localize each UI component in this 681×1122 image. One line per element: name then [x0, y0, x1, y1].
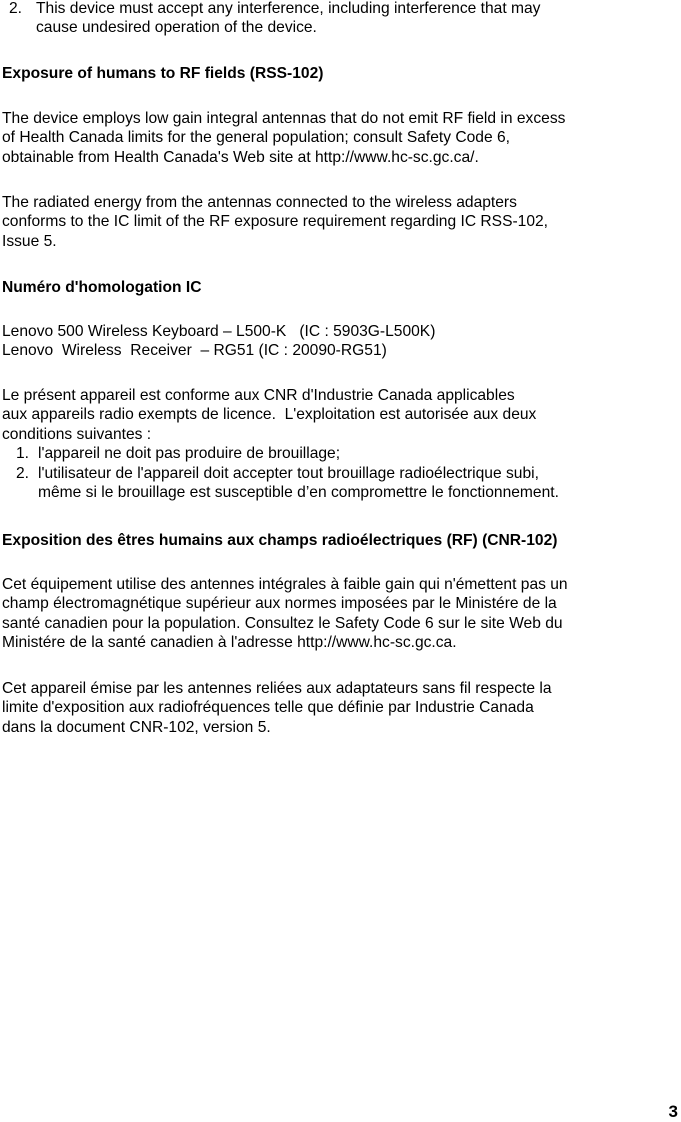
paragraph-line: limite d'exposition aux radiofréquences telle que définie par Industrie Canada [2, 699, 534, 716]
list-item-text: l'utilisateur de l'appareil doit accepter tout brouillage radioélectrique subi, [38, 465, 539, 482]
list-number: 2. [9, 0, 23, 17]
paragraph-line: conditions suivantes : [2, 426, 152, 443]
paragraph-line: Cet équipement utilise des antennes intégrales à faible gain qui n'émettent pas un [2, 576, 568, 593]
section-heading-exposition: Exposition des êtres humains aux champs radioélectriques (RF) (CNR-102) [2, 532, 558, 549]
paragraph-line: dans la document CNR-102, version 5. [2, 719, 271, 736]
list-item-continuation: cause undesired operation of the device. [36, 19, 317, 36]
paragraph-line: obtainable from Health Canada's Web site at http://www.hc-sc.gc.ca/. [2, 149, 479, 166]
paragraph-line: Le présent appareil est conforme aux CNR d'Industrie Canada applicables [2, 387, 515, 404]
list-item [2, 444, 340, 463]
paragraph-line: Issue 5. [2, 233, 57, 250]
list-number: 2. [16, 465, 30, 482]
list-item-continuation: même si le brouillage est susceptible d’en compromettre le fonctionnement. [38, 484, 559, 501]
paragraph-line: aux appareils radio exempts de licence. L'exploitation est autorisée aux deux [2, 406, 537, 423]
section-heading-homologation: Numéro d'homologation IC [2, 279, 202, 296]
list-item [2, 0, 540, 18]
paragraph-line: The device employs low gain integral antennas that do not emit RF field in excess [2, 110, 566, 127]
page-number: 3 [668, 1102, 678, 1121]
list-item-text: This device must accept any interference, including interference that may [36, 0, 541, 17]
list-item-text: l'appareil ne doit pas produire de brouillage; [38, 445, 341, 462]
device-entry: Lenovo Wireless Receiver – RG51 (IC : 20090-RG51) [2, 342, 387, 359]
paragraph-line: conforms to the IC limit of the RF exposure requirement regarding IC RSS-102, [2, 213, 549, 230]
paragraph-line: of Health Canada limits for the general population; consult Safety Code 6, [2, 129, 510, 146]
list-item [2, 464, 539, 483]
paragraph-line: Ministére de la santé canadien à l'adresse http://www.hc-sc.gc.ca. [2, 634, 457, 651]
section-heading-rf-exposure: Exposure of humans to RF fields (RSS-102) [2, 65, 324, 82]
paragraph-line: champ électromagnétique supérieur aux normes imposées par le Ministére de la [2, 595, 557, 612]
paragraph-line: The radiated energy from the antennas connected to the wireless adapters [2, 194, 517, 211]
list-number: 1. [16, 445, 30, 462]
paragraph-line: Cet appareil émise par les antennes reliées aux adaptateurs sans fil respecte la [2, 680, 552, 697]
paragraph-line: santé canadien pour la population. Consultez le Safety Code 6 sur le site Web du [2, 615, 563, 632]
device-entry: Lenovo 500 Wireless Keyboard – L500-K (IC : 5903G-L500K) [2, 323, 436, 340]
